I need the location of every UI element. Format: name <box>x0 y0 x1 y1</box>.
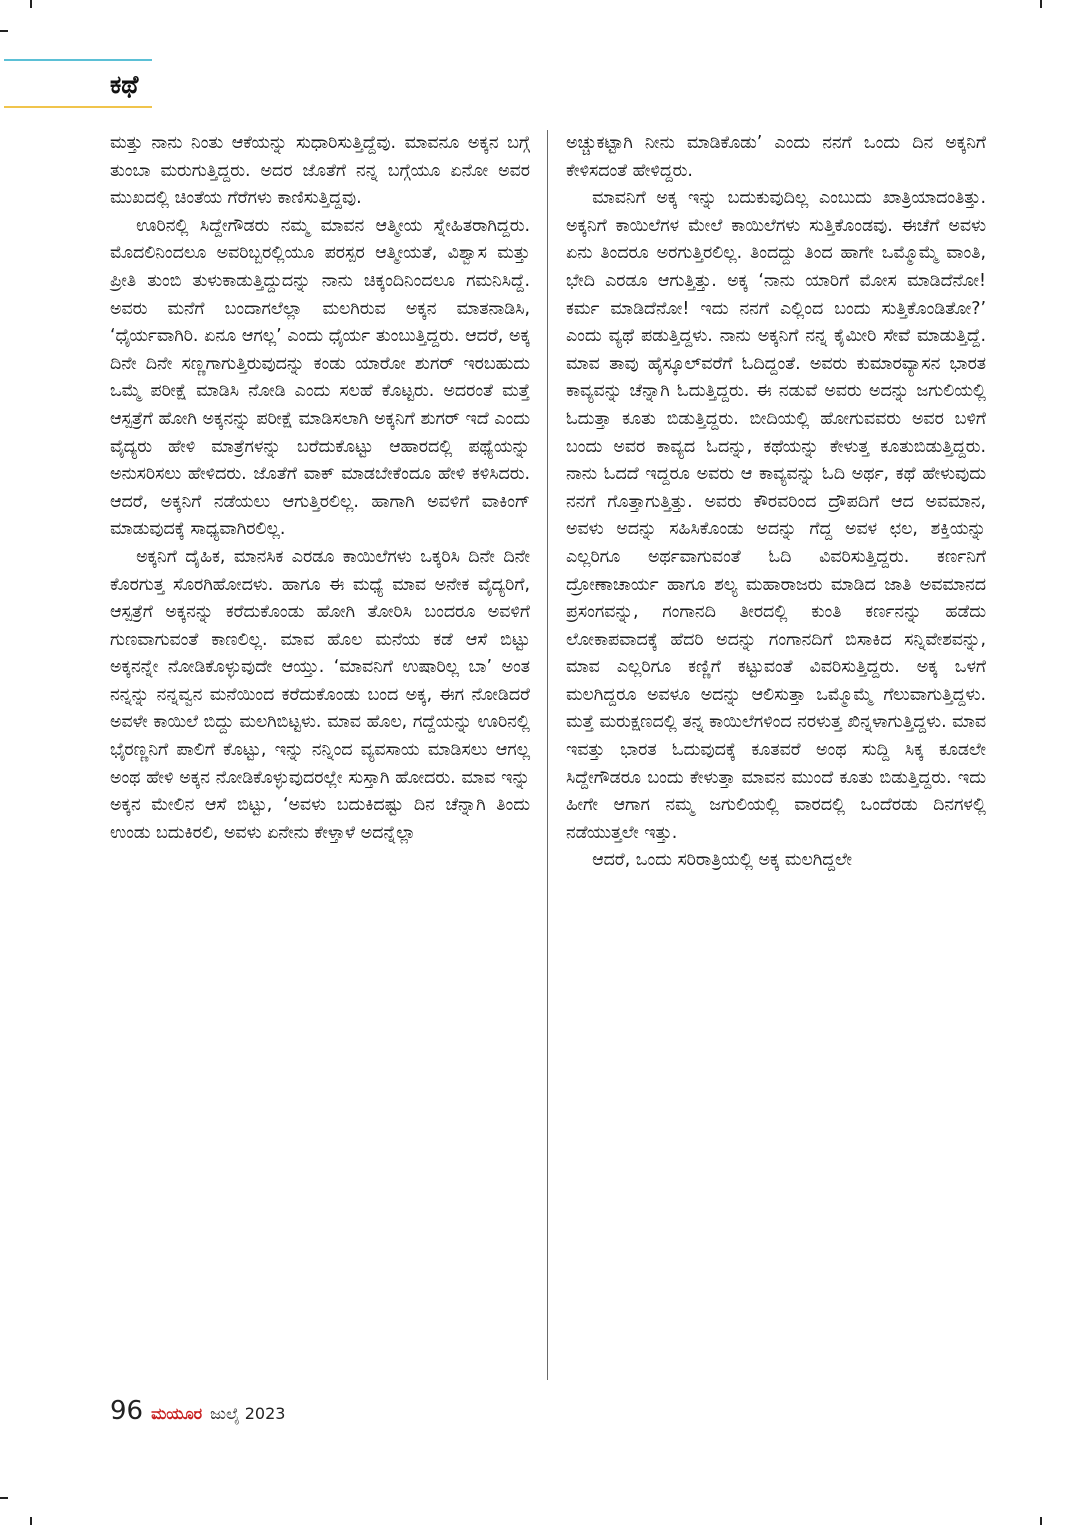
section-rule-bottom <box>4 106 152 108</box>
column-divider <box>547 130 548 1380</box>
crop-mark-top-left <box>30 0 32 8</box>
magazine-logo: ಮಯೂರ <box>151 1404 203 1423</box>
article-column-left <box>110 130 530 847</box>
crop-mark-bottom-left <box>30 1517 32 1525</box>
section-rule-top <box>4 59 152 61</box>
article-column-right <box>566 130 986 875</box>
paragraph: ಮತ್ತು ನಾನು ನಿಂತು ಆಕೆಯನ್ನು ಸುಧಾರಿಸುತ್ತಿದ್ದೆವು. ಮಾವನೂ ಅಕ್ಕನ ಬಗ್ಗೆ ತುಂಬಾ ಮರುಗುತ್ತಿದ್ದರು. ಅದರ ಜೊತೆಗೆ ನನ್ನ ಬಗ್ಗೆಯೂ ಏನೋ ಅವರ ಮುಖದಲ್ಲಿ ಚಿಂತೆಯ ಗೆರೆಗಳು ಕಾಣಿಸುತ್ತಿದ್ದವು. <box>110 133 530 209</box>
paragraph: ಮಾವನಿಗೆ ಅಕ್ಕ ಇನ್ನು ಬದುಕುವುದಿಲ್ಲ ಎಂಬುದು ಖಾತ್ರಿಯಾದಂತಿತ್ತು. ಅಕ್ಕನಿಗೆ ಕಾಯಿಲೆಗಳ ಮೇಲೆ ಕಾಯಿಲೆಗಳು ಸುತ್ತಿಕೊಂಡವು. ಈಚೆಗೆ ಅವಳು ಏನು ತಿಂದರೂ ಅರಗುತ್ತಿರಲಿಲ್ಲ. ತಿಂದದ್ದು ತಿಂದ ಹಾಗೇ ಒಮ್ಮೊಮ್ಮೆ ವಾಂತಿ, ಭೇದಿ ಎರಡೂ ಆಗುತ್ತಿತ್ತು. ಅಕ್ಕ ‘ನಾನು ಯಾರಿಗೆ ಮೋಸ ಮಾಡಿದೆನೋ! ಕರ್ಮ ಮಾಡಿದೆನೋ! ಇದು ನನಗೆ ಎಲ್ಲಿಂದ ಬಂದು ಸುತ್ತಿಕೊಂಡಿತೋ?’ ಎಂದು ವ್ಯಥೆ ಪಡುತ್ತಿದ್ದಳು. ನಾನು ಅಕ್ಕನಿಗೆ ನನ್ನ ಕೈಮೀರಿ ಸೇವೆ ಮಾಡುತ್ತಿದ್ದೆ. ಮಾವ ತಾವು ಹೈಸ್ಕೂಲ್‌ವರೆಗೆ ಓದಿದ್ದಂತೆ. ಅವರು ಕುಮಾರವ್ಯಾಸನ ಭಾರತ ಕಾವ್ಯವನ್ನು ಚೆನ್ನಾಗಿ ಓದುತ್ತಿದ್ದರು. ಈ ನಡುವೆ ಅವರು ಅದನ್ನು ಜಗುಲಿಯಲ್ಲಿ ಓದುತ್ತಾ ಕೂತು ಬಿಡುತ್ತಿದ್ದರು. ಬೀದಿಯಲ್ಲಿ ಹೋಗುವವರು ಅವರ ಬಳಿಗೆ ಬಂದು ಅವರ ಕಾವ್ಯದ ಓದನ್ನು, ಕಥೆಯನ್ನು ಕೇಳುತ್ತ ಕೂತುಬಿಡುತ್ತಿದ್ದರು. ನಾನು ಓದದೆ ಇದ್ದರೂ ಅವರು ಆ ಕಾವ್ಯವನ್ನು ಓದಿ ಅರ್ಥ, ಕಥೆ ಹೇಳುವುದು ನನಗೆ ಗೊತ್ತಾಗುತ್ತಿತ್ತು. ಅವರು ಕೌರವರಿಂದ ದ್ರೌಪದಿಗೆ ಆದ ಅವಮಾನ, ಅವಳು ಅದನ್ನು ಸಹಿಸಿಕೊಂಡು ಅದನ್ನು ಗೆದ್ದ ಅವಳ ಛಲ, ಶಕ್ತಿಯನ್ನು ಎಲ್ಲರಿಗೂ ಅರ್ಥವಾಗುವಂತೆ ಓದಿ ವಿವರಿಸುತ್ತಿದ್ದರು. ಕರ್ಣನಿಗೆ ದ್ರೋಣಾಚಾರ್ಯ ಹಾಗೂ ಶಲ್ಯ ಮಹಾರಾಜರು ಮಾಡಿದ ಜಾತಿ ಅವಮಾನದ ಪ್ರಸಂಗವನ್ನು, ಗಂಗಾನದಿ ತೀರದಲ್ಲಿ ಕುಂತಿ ಕರ್ಣನನ್ನು ಹಡೆದು ಲೋಕಾಪವಾದಕ್ಕೆ ಹೆದರಿ ಅದನ್ನು ಗಂಗಾನದಿಗೆ ಬಿಸಾಕಿದ ಸನ್ನಿವೇಶವನ್ನು, ಮಾವ ಎಲ್ಲರಿಗೂ ಕಣ್ಣಿಗೆ ಕಟ್ಟುವಂತೆ ವಿವರಿಸುತ್ತಿದ್ದರು. ಅಕ್ಕ ಒಳಗೆ ಮಲಗಿದ್ದರೂ ಅವಳೂ ಅದನ್ನು ಆಲಿಸುತ್ತಾ ಒಮ್ಮೊಮ್ಮೆ ಗೆಲುವಾಗುತ್ತಿದ್ದಳು. ಮತ್ತೆ ಮರುಕ್ಷಣದಲ್ಲಿ ತನ್ನ ಕಾಯಿಲೆಗಳಿಂದ ನರಳುತ್ತ ಖಿನ್ನಳಾಗುತ್ತಿದ್ದಳು. ಮಾವ ಇವತ್ತು ಭಾರತ ಓದುವುದಕ್ಕೆ ಕೂತವರೆ ಅಂಥ ಸುದ್ದಿ ಸಿಕ್ಕ ಕೂಡಲೇ ಸಿದ್ದೇಗೌಡರೂ ಬಂದು ಕೇಳುತ್ತಾ ಮಾವನ ಮುಂದೆ ಕೂತು ಬಿಡುತ್ತಿದ್ದರು. ಇದು ಹೀಗೇ ಆಗಾಗ ನಮ್ಮ ಜಗುಲಿಯಲ್ಲಿ ವಾರದಲ್ಲಿ ಒಂದೆರಡು ದಿನಗಳಲ್ಲಿ ನಡೆಯುತ್ತಲೇ ಇತ್ತು. <box>566 188 986 843</box>
issue-date: ಜುಲೈ 2023 <box>210 1404 286 1423</box>
paragraph: ಊರಿನಲ್ಲಿ ಸಿದ್ದೇಗೌಡರು ನಮ್ಮ ಮಾವನ ಆತ್ಮೀಯ ಸ್ನೇಹಿತರಾಗಿದ್ದರು. ಮೊದಲಿನಿಂದಲೂ ಅವರಿಬ್ಬರಲ್ಲಿಯೂ ಪರಸ್ಪರ ಆತ್ಮೀಯತೆ, ವಿಶ್ವಾಸ ಮತ್ತು ಪ್ರೀತಿ ತುಂಬಿ ತುಳುಕಾಡುತ್ತಿದ್ದುದನ್ನು ನಾನು ಚಿಕ್ಕಂದಿನಿಂದಲೂ ಗಮನಿಸಿದ್ದೆ. ಅವರು ಮನೆಗೆ ಬಂದಾಗಲೆಲ್ಲಾ ಮಲಗಿರುವ ಅಕ್ಕನ ಮಾತನಾಡಿಸಿ, ‘ಧೈರ್ಯವಾಗಿರಿ. ಏನೂ ಆಗಲ್ಲ’ ಎಂದು ಧೈರ್ಯ ತುಂಬುತ್ತಿದ್ದರು. ಆದರೆ, ಅಕ್ಕ ದಿನೇ ದಿನೇ ಸಣ್ಣಗಾಗುತ್ತಿರುವುದನ್ನು ಕಂಡು ಯಾರೋ ಶುಗರ್ ಇರಬಹುದು ಒಮ್ಮೆ ಪರೀಕ್ಷೆ ಮಾಡಿಸಿ ನೋಡಿ ಎಂದು ಸಲಹೆ ಕೊಟ್ಟರು. ಅದರಂತೆ ಮತ್ತೆ ಆಸ್ಪತ್ರೆಗೆ ಹೋಗಿ ಅಕ್ಕನನ್ನು ಪರೀಕ್ಷೆ ಮಾಡಿಸಲಾಗಿ ಅಕ್ಕನಿಗೆ ಶುಗರ್ ಇದೆ ಎಂದು ವೈದ್ಯರು ಹೇಳಿ ಮಾತ್ರೆಗಳನ್ನು ಬರೆದುಕೊಟ್ಟು ಆಹಾರದಲ್ಲಿ ಪಥ್ಯೆಯನ್ನು ಅನುಸರಿಸಲು ಹೇಳಿದರು. ಜೊತೆಗೆ ವಾಕ್ ಮಾಡಬೇಕೆಂದೂ ಹೇಳಿ ಕಳಿಸಿದರು. ಆದರೆ, ಅಕ್ಕನಿಗೆ ನಡೆಯಲು ಆಗುತ್ತಿರಲಿಲ್ಲ. ಹಾಗಾಗಿ ಅವಳಿಗೆ ವಾಕಿಂಗ್ ಮಾಡುವುದಕ್ಕೆ ಸಾಧ್ಯವಾಗಿರಲಿಲ್ಲ. <box>110 215 530 540</box>
crop-mark-left-upper <box>0 30 8 32</box>
section-title: ಕಥೆ <box>110 70 139 99</box>
paragraph: ಅಕ್ಕನಿಗೆ ದೈಹಿಕ, ಮಾನಸಿಕ ಎರಡೂ ಕಾಯಿಲೆಗಳು ಒಕ್ಕರಿಸಿ ದಿನೇ ದಿನೇ ಕೊರಗುತ್ತ ಸೊರಗಿಹೋದಳು. ಹಾಗೂ ಈ ಮಧ್ಯೆ ಮಾವ ಅನೇಕ ವೈದ್ಯರಿಗೆ, ಆಸ್ಪತ್ರೆಗೆ ಅಕ್ಕನನ್ನು ಕರೆದುಕೊಂಡು ಹೋಗಿ ತೋರಿಸಿ ಬಂದರೂ ಅವಳಿಗೆ ಗುಣವಾಗುವಂತೆ ಕಾಣಲಿಲ್ಲ. ಮಾವ ಹೊಲ ಮನೆಯ ಕಡೆ ಆಸೆ ಬಿಟ್ಟು ಅಕ್ಕನನ್ನೇ ನೋಡಿಕೊಳ್ಳುವುದೇ ಆಯ್ತು. ‘ಮಾವನಿಗೆ ಉಷಾರಿಲ್ಲ ಬಾ’ ಅಂತ ನನ್ನನ್ನು ನನ್ನವ್ವನ ಮನೆಯಿಂದ ಕರೆದುಕೊಂಡು ಬಂದ ಅಕ್ಕ, ಈಗ ನೋಡಿದರೆ ಅವಳೇ ಕಾಯಿಲೆ ಬಿದ್ದು ಮಲಗಿಬಿಟ್ಟಳು. ಮಾವ ಹೊಲ, ಗದ್ದೆಯನ್ನು ಊರಿನಲ್ಲಿ ಭೈರಣ್ಣನಿಗೆ ಪಾಲಿಗೆ ಕೊಟ್ಟು, ಇನ್ನು ನನ್ನಿಂದ ವ್ಯವಸಾಯ ಮಾಡಿಸಲು ಆಗಲ್ಲ ಅಂಥ ಹೇಳಿ ಅಕ್ಕನ ನೋಡಿಕೊಳ್ಳುವುದರಲ್ಲೇ ಸುಸ್ತಾಗಿ ಹೋದರು. ಮಾವ ಇನ್ನು ಅಕ್ಕನ ಮೇಲಿನ ಆಸೆ ಬಿಟ್ಟು, ‘ಅವಳು ಬದುಕಿದಷ್ಟು ದಿನ ಚೆನ್ನಾಗಿ ತಿಂದು ಉಂಡು ಬದುಕಿರಲಿ, ಅವಳು ಏನೇನು ಕೇಳ್ತಾಳೆ ಅದನ್ನೆಲ್ಲಾ <box>110 546 530 843</box>
page-number: 96 <box>110 1396 144 1426</box>
crop-mark-top-right <box>1040 0 1042 8</box>
crop-mark-bottom-right <box>1040 1517 1042 1525</box>
paragraph: ಅಚ್ಚುಕಟ್ಟಾಗಿ ನೀನು ಮಾಡಿಕೊಡು’ ಎಂದು ನನಗೆ ಒಂದು ದಿನ ಅಕ್ಕನಿಗೆ ಕೇಳಿಸದಂತೆ ಹೇಳಿದ್ದರು. <box>566 133 986 181</box>
paragraph: ಆದರೆ, ಒಂದು ಸರಿರಾತ್ರಿಯಲ್ಲಿ ಅಕ್ಕ ಮಲಗಿದ್ದಲೇ <box>592 850 853 871</box>
crop-mark-left-lower <box>0 1497 8 1499</box>
page-footer <box>110 1396 285 1430</box>
